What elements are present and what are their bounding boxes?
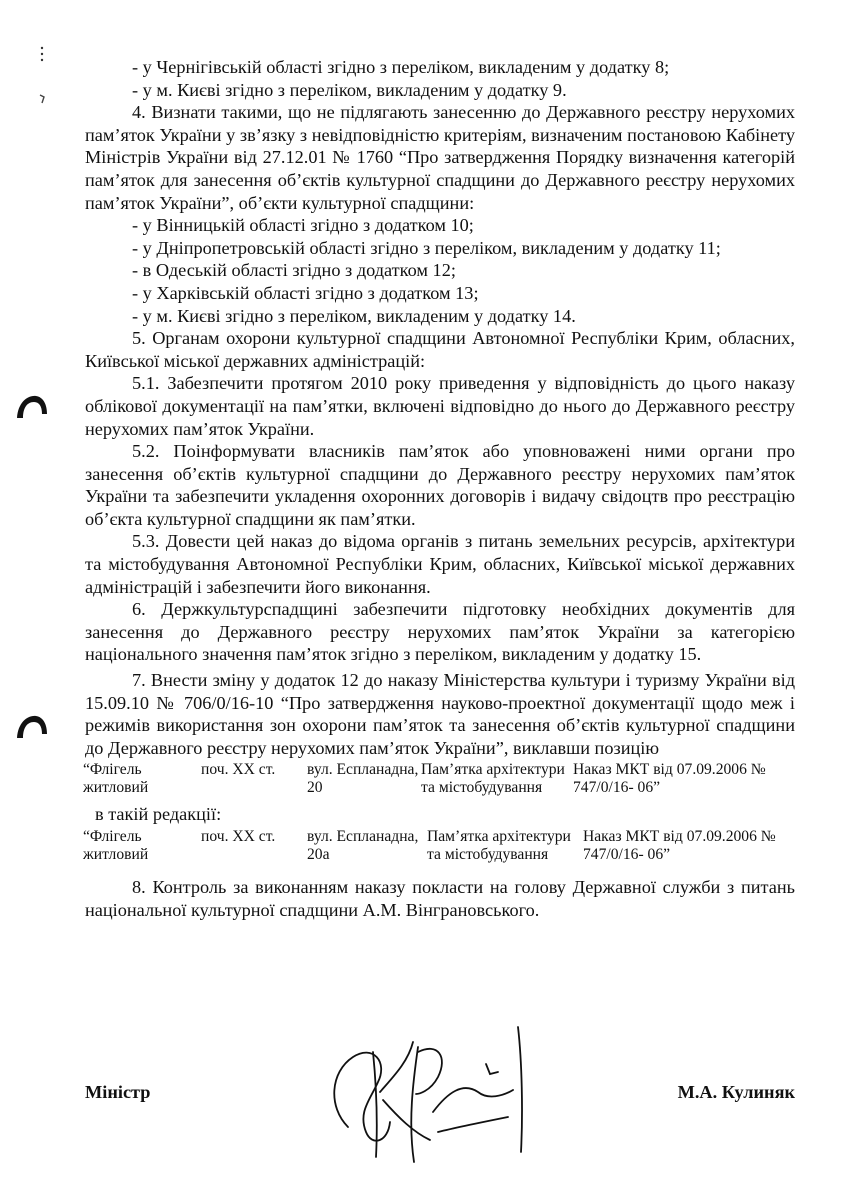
old-position-table <box>83 761 783 797</box>
bullet-item: - у Харківській області згідно з додатком 13; <box>132 282 479 303</box>
bullet-item: - у м. Києві згідно з переліком, викладеним у додатку 14. <box>132 305 576 326</box>
bullet-item: - в Одеській області згідно з додатком 12; <box>132 260 456 281</box>
bullet-item: - у Чернігівській області згідно з переліком, викладеним у додатку 8; <box>132 57 670 77</box>
bullet-item: - у Вінницькій області згідно з додатком 10; <box>132 215 474 236</box>
scan-mark-top <box>36 45 48 105</box>
table-row <box>83 761 783 797</box>
table-row <box>83 828 783 864</box>
signatory-name: М.А. Кулиняк <box>677 1082 795 1102</box>
bullet-item: - у м. Києві згідно з переліком, викладеним у додатку 9. <box>132 79 567 100</box>
signatory-position: Міністр <box>85 1082 151 1102</box>
paragraph-item-5-1: 5.1. Забезпечити протягом 2010 року приведення у відповідність до цього наказу облікової документації на пам’ятки, включені відповідно до нього до Державного реєстру нерухомих пам’яток України. <box>85 373 795 439</box>
redaction-label: в такій редакції: <box>95 804 222 825</box>
cell-date: поч. ХХ ст. <box>201 828 276 845</box>
paragraph-item-8: 8. Контроль за виконанням наказу покласти на голову Державної служби з питань національної культурної спадщини А.М. Вінграновського. <box>85 877 795 920</box>
cell-name: “Флігель житловий <box>83 828 149 863</box>
cell-type: Пам’ятка архітектури та містобудування <box>421 761 565 797</box>
paragraph-item-5-3: 5.3. Довести цей наказ до відома органів з питань земельних ресурсів, архітектури та містобудування Автономної Республіки Крим, обласних, Київської міської державних адміністрацій і забезпечити його виконання. <box>85 531 795 597</box>
cell-order: Наказ МКТ від 07.09.2006 № 747/0/16- 06” <box>583 828 776 863</box>
paragraph-item-6: 6. Держкультурспадщині забезпечити підготовку необхідних документів для занесення до Державного реєстру нерухомих пам’яток України за категорією національного значення пам’яток згідно з переліком, викладеним у додатку 15. <box>85 599 795 665</box>
cell-name: “Флігель житловий <box>83 761 149 797</box>
paragraph-item-4: 4. Визнати такими, що не підлягають занесенню до Державного реєстру нерухомих пам’яток України у зв’язку з невідповідністю критеріям, визначеним постановою Кабінету Міністрів України від 27.12.01 № 1760 “Про затвердження Порядку визначення категорій пам’яток для занесення об’єктів культурної спадщини до Державного реєстру нерухомих пам’яток України”, об’єкти культурної спадщини: <box>85 102 795 213</box>
signature-image <box>318 1022 548 1172</box>
paragraph-item-7: 7. Внести зміну у додаток 12 до наказу Міністерства культури і туризму України від 15.09.10 № 706/0/16-10 “Про затвердження науково-проектної документації щодо меж і режимів використання зон охорони пам’яток та занесення об’єктів культурної спадщини до Державного реєстру нерухомих пам’яток України”, виклавши позицію <box>85 670 795 758</box>
cell-address: вул. Еспланадна, 20а <box>307 828 419 863</box>
new-position-table <box>83 828 783 864</box>
document-body <box>85 56 795 921</box>
cell-address: вул. Еспланадна, 20 <box>307 761 419 797</box>
cell-order: Наказ МКТ від 07.09.2006 № 747/0/16- 06” <box>573 761 766 797</box>
cell-date: поч. ХХ ст. <box>201 761 276 779</box>
cell-type: Пам’ятка архітектури та містобудування <box>427 828 571 863</box>
punch-hole-mark-lower <box>14 712 50 742</box>
punch-hole-mark-upper <box>14 392 50 422</box>
bullet-item: - у Дніпропетровській області згідно з переліком, викладеним у додатку 11; <box>132 237 721 258</box>
paragraph-item-5-2: 5.2. Поінформувати власників пам’яток або уповноважені ними органи про занесення об’єктів культурної спадщини до Державного реєстру нерухомих пам’яток України та забезпечити укладення охоронних договорів і видачу свідоцтв про реєстрацію об’єкта культурної спадщини як пам’ятки. <box>85 441 795 529</box>
paragraph-item-5: 5. Органам охорони культурної спадщини Автономної Республіки Крим, обласних, Київської міської державних адміністрацій: <box>85 328 795 371</box>
